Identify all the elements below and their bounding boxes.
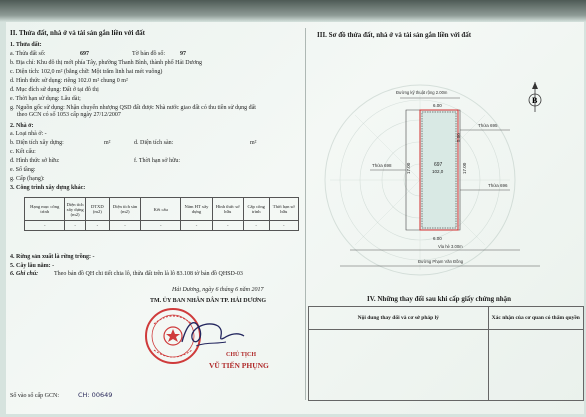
structure: c. Kết cấu: — [10, 149, 36, 155]
purpose: đ. Mục đích sử dụng: Đất ở tại đô thị — [10, 87, 99, 93]
changes-empty-cell — [309, 330, 489, 401]
section-3-title: III. Sơ đồ thửa đất, nhà ở và tài sản gắn liền với đất — [317, 31, 472, 39]
changes-col-content: Nội dung thay đổi và cơ sở pháp lý — [309, 307, 489, 330]
forest-heading: 4. Rừng sản xuất là rừng trồng: - — [10, 254, 95, 260]
changes-empty-row — [309, 330, 584, 401]
signer-name: VŨ TIẾN PHỤNG — [209, 361, 269, 370]
signing-organization: TM. ỦY BAN NHÂN DÂN TP. HẢI DƯƠNG — [150, 298, 267, 304]
other-structures-table — [24, 197, 299, 231]
lot-698-label: Thửa 698 — [372, 163, 392, 168]
map-number: 97 — [180, 51, 186, 57]
signing-date: Hải Dương, ngày 6 tháng 6 năm 2017 — [172, 287, 264, 293]
term: e. Thời hạn sử dụng: Lâu dài; — [10, 96, 81, 102]
road-bottom-label: Đường Phạm Văn Đồng — [418, 259, 464, 264]
parcel-label: a. Thửa đất số: — [10, 51, 46, 57]
dim-corner: 5.00 — [456, 133, 461, 142]
changes-table — [308, 306, 584, 401]
table-header-cell: Diện tích sàn (m2) — [109, 198, 140, 221]
table-header-cell: Năm HT xây dựng — [181, 198, 212, 221]
area: c. Diện tích: 102,0 m² (bằng chữ: Một trăm linh hai mét vuông) — [10, 69, 163, 75]
table-cell: - — [109, 221, 140, 231]
dim-right: 17.00 — [462, 162, 467, 174]
note-label: 6. Ghi chú: — [10, 271, 39, 277]
changes-header-row — [309, 307, 584, 330]
column-divider — [305, 28, 306, 400]
floor-area-unit: m² — [250, 140, 257, 146]
table-cell: - — [25, 221, 65, 231]
table-cell: - — [243, 221, 269, 231]
ownership-form: đ. Hình thức sở hữu: — [10, 158, 60, 164]
table-cell: - — [85, 221, 109, 231]
parcel-number: 697 — [80, 51, 89, 57]
table-header-cell: Cấp công trình — [243, 198, 269, 221]
table-header-cell: Hình thức sở hữu — [212, 198, 243, 221]
signer-title: CHỦ TỊCH — [226, 352, 257, 358]
dim-left: 17.00 — [406, 162, 411, 174]
table-cell: - — [212, 221, 243, 231]
dim-bottom: 6.00 — [433, 236, 442, 241]
origin-line-1: g. Nguồn gốc sử dụng: Nhận chuyển nhượng QSD đất được Nhà nước giao đất có thu tiền sử dụng đất — [10, 105, 256, 111]
parcel-id: 697 — [434, 162, 443, 168]
ownership-term: f. Thời hạn sở hữu: — [134, 158, 180, 164]
changes-col-confirmation: Xác nhận của cơ quan có thẩm quyền — [488, 307, 584, 330]
parcel-map — [310, 70, 580, 280]
table-header-cell: Hạng mục công trình — [25, 198, 65, 221]
table-cell: - — [141, 221, 181, 231]
table-cell: - — [269, 221, 298, 231]
grade: g. Cấp (hạng): — [10, 176, 45, 182]
table-header-cell: Thời hạn sở hữu — [269, 198, 298, 221]
floor-area: d. Diện tích sàn: — [134, 140, 174, 146]
land-heading: 1. Thửa đất: — [10, 42, 42, 48]
sidewalk-label: Vỉa hè 3.00m — [438, 244, 463, 249]
other-structures-heading: 3. Công trình xây dựng khác: — [10, 185, 86, 191]
dim-top: 6.00 — [433, 103, 442, 108]
lot-696-label: Thửa 696 — [488, 183, 508, 188]
note-text: Theo bản đồ QH chi tiết chia lô, thửa đất trên là lô 83.108 tờ bản đồ QHSD-03 — [54, 271, 243, 277]
north-label: B — [532, 96, 538, 105]
house-type: a. Loại nhà ở: - — [10, 131, 47, 137]
table-header-row — [25, 198, 299, 221]
address: b. Địa chỉ: Khu đô thị mới phía Tây, phường Thanh Bình, thành phố Hải Dương — [10, 60, 203, 66]
table-header-cell: Diện tích xây dựng (m2) — [65, 198, 85, 221]
table-row — [25, 221, 299, 231]
scan-top-edge — [0, 0, 586, 22]
changes-empty-cell — [488, 330, 584, 401]
road-top-label: Đường kỹ thuật rộng 2.00m — [396, 90, 448, 95]
house-area: b. Diện tích xây dựng: — [10, 140, 64, 146]
usage-form: d. Hình thức sử dụng: riêng 102.0 m² chung 0 m² — [10, 78, 128, 84]
table-cell: - — [65, 221, 85, 231]
table-cell: - — [181, 221, 212, 231]
section-2-title: II. Thửa đất, nhà ở và tài sản gắn liền với đất — [10, 29, 145, 37]
map-label: Tờ bản đồ số: — [132, 51, 166, 57]
house-area-unit: m² — [104, 140, 111, 146]
cert-number-label: Số vào sổ cấp GCN: — [10, 393, 59, 399]
table-header-cell: DTXD (m2) — [85, 198, 109, 221]
floors: e. Số tầng: — [10, 167, 36, 173]
cert-number: CH: 00649 — [78, 391, 113, 399]
parcel-area: 102,0 — [432, 169, 444, 174]
origin-line-2: theo GCN có số 1053 cấp ngày 27/12/2007 — [17, 112, 121, 118]
section-4-title: IV. Những thay đổi sau khi cấp giấy chứng nhận — [367, 295, 512, 303]
lot-695-label: Thửa 695 — [478, 123, 498, 128]
table-header-cell: Kết cấu — [141, 198, 181, 221]
handwritten-signature — [178, 312, 248, 352]
perennial-heading: 5. Cây lâu năm: - — [10, 263, 55, 269]
house-heading: 2. Nhà ở: — [10, 123, 34, 129]
